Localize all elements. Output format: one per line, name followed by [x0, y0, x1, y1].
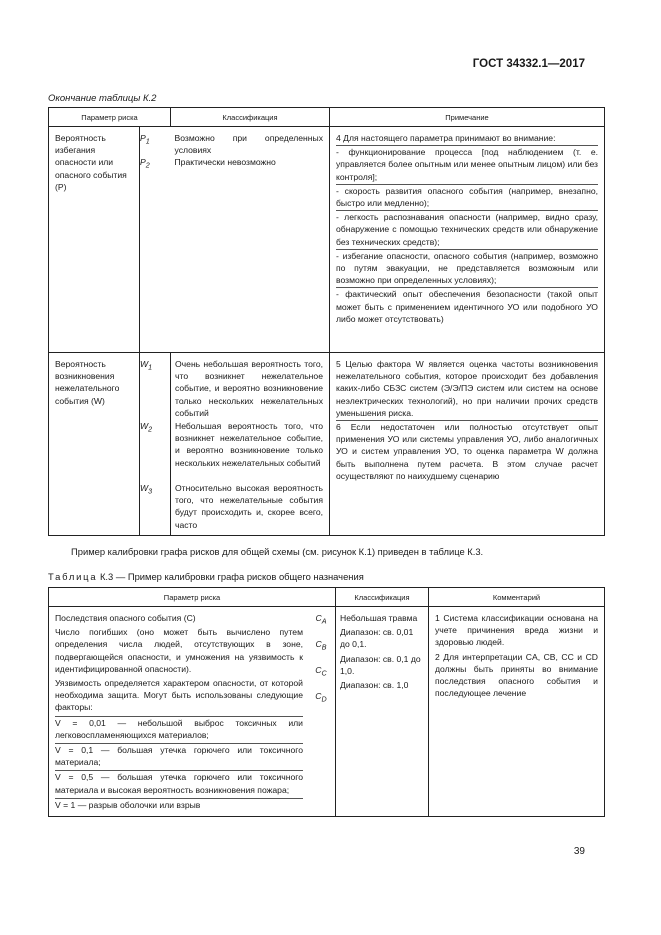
param-cell-c — [49, 607, 308, 817]
column-header-classification: Классификация — [336, 588, 429, 607]
note-4-item-2: - скорость развития опасного события (например, внезапно, быстро или медленно); — [336, 185, 598, 209]
column-header-parameter: Параметр риска — [49, 108, 171, 127]
classification-w1: Очень небольшая вероятность того, что возникнет нежелательное событие, и вероятно возникновение только нескольких нежелательных событий — [175, 359, 323, 418]
note-4-item-4: - избегание опасности, опасного события (например, возможно по путям эвакуации, не представляется возможным или возможно при определенных условиях); — [336, 250, 598, 286]
symbol-w1: $W_1$ — [140, 359, 153, 372]
note-4-item-1: - функционирование процесса [под наблюдением (т. е. управляется более опытным или менее опытным лицом) или без контроля]; — [336, 147, 598, 182]
note-5: 5 Целью фактора W является оценка частоты возникновения нежелательного события, которое происходит без добавления каких-либо СБЗС систем (Э/Э/ПЭ систем или систем на основе неэлектрических технологий), но при наличии прочих средств уменьшения риска. — [336, 359, 598, 418]
page-number: 39 — [573, 846, 585, 857]
classification-p1: Возможно при определенных условиях — [174, 133, 323, 156]
table-row-w — [49, 353, 605, 536]
column-header-classification: Классификация — [171, 108, 330, 127]
classification-cb: Диапазон: св. 0,01 до 0,1. — [340, 627, 414, 650]
table-k2 — [48, 107, 605, 536]
symbol-cd: $C_D$ — [315, 691, 327, 704]
param-line: V = 0,01 — небольшой выброс токсичных или легковоспламеняющихся материалов; — [55, 717, 303, 740]
table-k3-caption — [48, 571, 364, 582]
column-header-comment: Комментарий — [429, 588, 605, 607]
note-cell-p — [330, 127, 605, 353]
table-row-c — [49, 607, 605, 817]
column-header-note: Примечание — [330, 108, 605, 127]
symbol-cb: $C_B$ — [315, 639, 327, 652]
body-paragraph: Пример калибровки графа рисков для общей схемы (см. рисунок К.1) приведен в таблице К.3. — [71, 546, 484, 557]
document-code: ГОСТ 34332.1—2017 — [472, 58, 585, 70]
symbol-cell-c — [307, 607, 336, 817]
table-k2-caption: Окончание таблицы К.2 — [48, 93, 157, 104]
symbol-cc: $C_C$ — [315, 665, 327, 678]
note-6: 6 Если недостаточен или полностью отсутствует опыт применения УО или системы управления УО, либо аналогичных УО и систем управления УО, то оценка параметра W должна быть выполнена путем расчета. В этом случае расчет осуществляют по наихудшему сценарию — [336, 422, 598, 481]
table-k3 — [48, 587, 605, 817]
symbol-ca: $C_A$ — [315, 613, 327, 626]
param-line: Последствия опасного события (C) — [55, 613, 196, 623]
note-4-item-3: - легкость распознавания опасности (например, видно сразу, обнаружение с помощью технических средств или обнаружение без технических средств); — [336, 212, 598, 247]
symbol-cell-w — [140, 353, 171, 536]
symbol-p2: $P_2$ — [140, 157, 150, 170]
note-cell-w — [330, 353, 605, 536]
classification-w2: Небольшая вероятность того, что возникнет нежелательное событие, и вероятно возникновение только нескольких нежелательных событий — [175, 421, 323, 468]
table-row-p — [49, 127, 605, 353]
classification-cc: Диапазон: св. 0,1 до 1,0. — [340, 653, 421, 676]
classification-p2: Практически невозможно — [174, 157, 276, 167]
param-line: V = 0,1 — большая утечка горючего или токсичного материала; — [55, 745, 303, 768]
table-k3-caption-text: К.3 — Пример калибровки графа рисков общего назначения — [99, 571, 364, 582]
classification-w3: Относительно высокая вероятность того, что нежелательные события будут происходить и, скорее всего, часто — [175, 483, 323, 530]
classification-cell-p — [171, 127, 330, 353]
note-4-item-5: - фактический опыт обеспечения безопасности (такой опыт может быть с применением идентичного УО или подобного УО либо может отсутствовать) — [336, 289, 598, 324]
param-cell-w: Вероятность возникновения нежелательного события (W) — [49, 353, 140, 536]
classification-ca: Небольшая травма — [340, 613, 418, 623]
comment-cell-c — [429, 607, 605, 817]
param-line: V = 0,5 — большая утечка горючего или токсичного материала и высокая вероятность возникновения пожара; — [55, 772, 303, 795]
comment-2: 2 Для интерпретации CA, CB, CC и CD должны быть приняты во внимание последствия опасного события и последующее лечение — [435, 651, 598, 699]
param-line: Число погибших (оно может быть вычислено путем определения числа людей, отсутствующих в зоне, подвергающейся опасности, и умножения на уязвимость к идентифицированной опасности). — [55, 627, 303, 674]
note-4: 4 Для настоящего параметра принимают во внимание: — [336, 133, 556, 143]
classification-cell-c — [336, 607, 429, 817]
symbol-w3: $W_3$ — [140, 483, 153, 496]
comment-1: 1 Система классификации основана на учете причинения вреда жизни и здоровью людей. — [435, 613, 598, 648]
symbol-cell-p — [140, 127, 171, 353]
symbol-w2: $W_2$ — [140, 421, 153, 434]
classification-cd: Диапазон: св. 1,0 — [340, 680, 409, 691]
param-line: V = 1 — разрыв оболочки или взрыв — [55, 798, 303, 811]
table-k3-caption-prefix: Таблица — [48, 571, 98, 582]
column-header-parameter: Параметр риска — [49, 588, 336, 607]
symbol-p1: $P_1$ — [140, 133, 150, 146]
param-line: Уязвимость определяется характером опасности, от которой необходима защита. Могут быть использованы следующие факторы: — [55, 678, 303, 713]
classification-cell-w — [171, 353, 330, 536]
param-cell-p: Вероятность избегания опасности или опасного события (P) — [49, 127, 140, 353]
